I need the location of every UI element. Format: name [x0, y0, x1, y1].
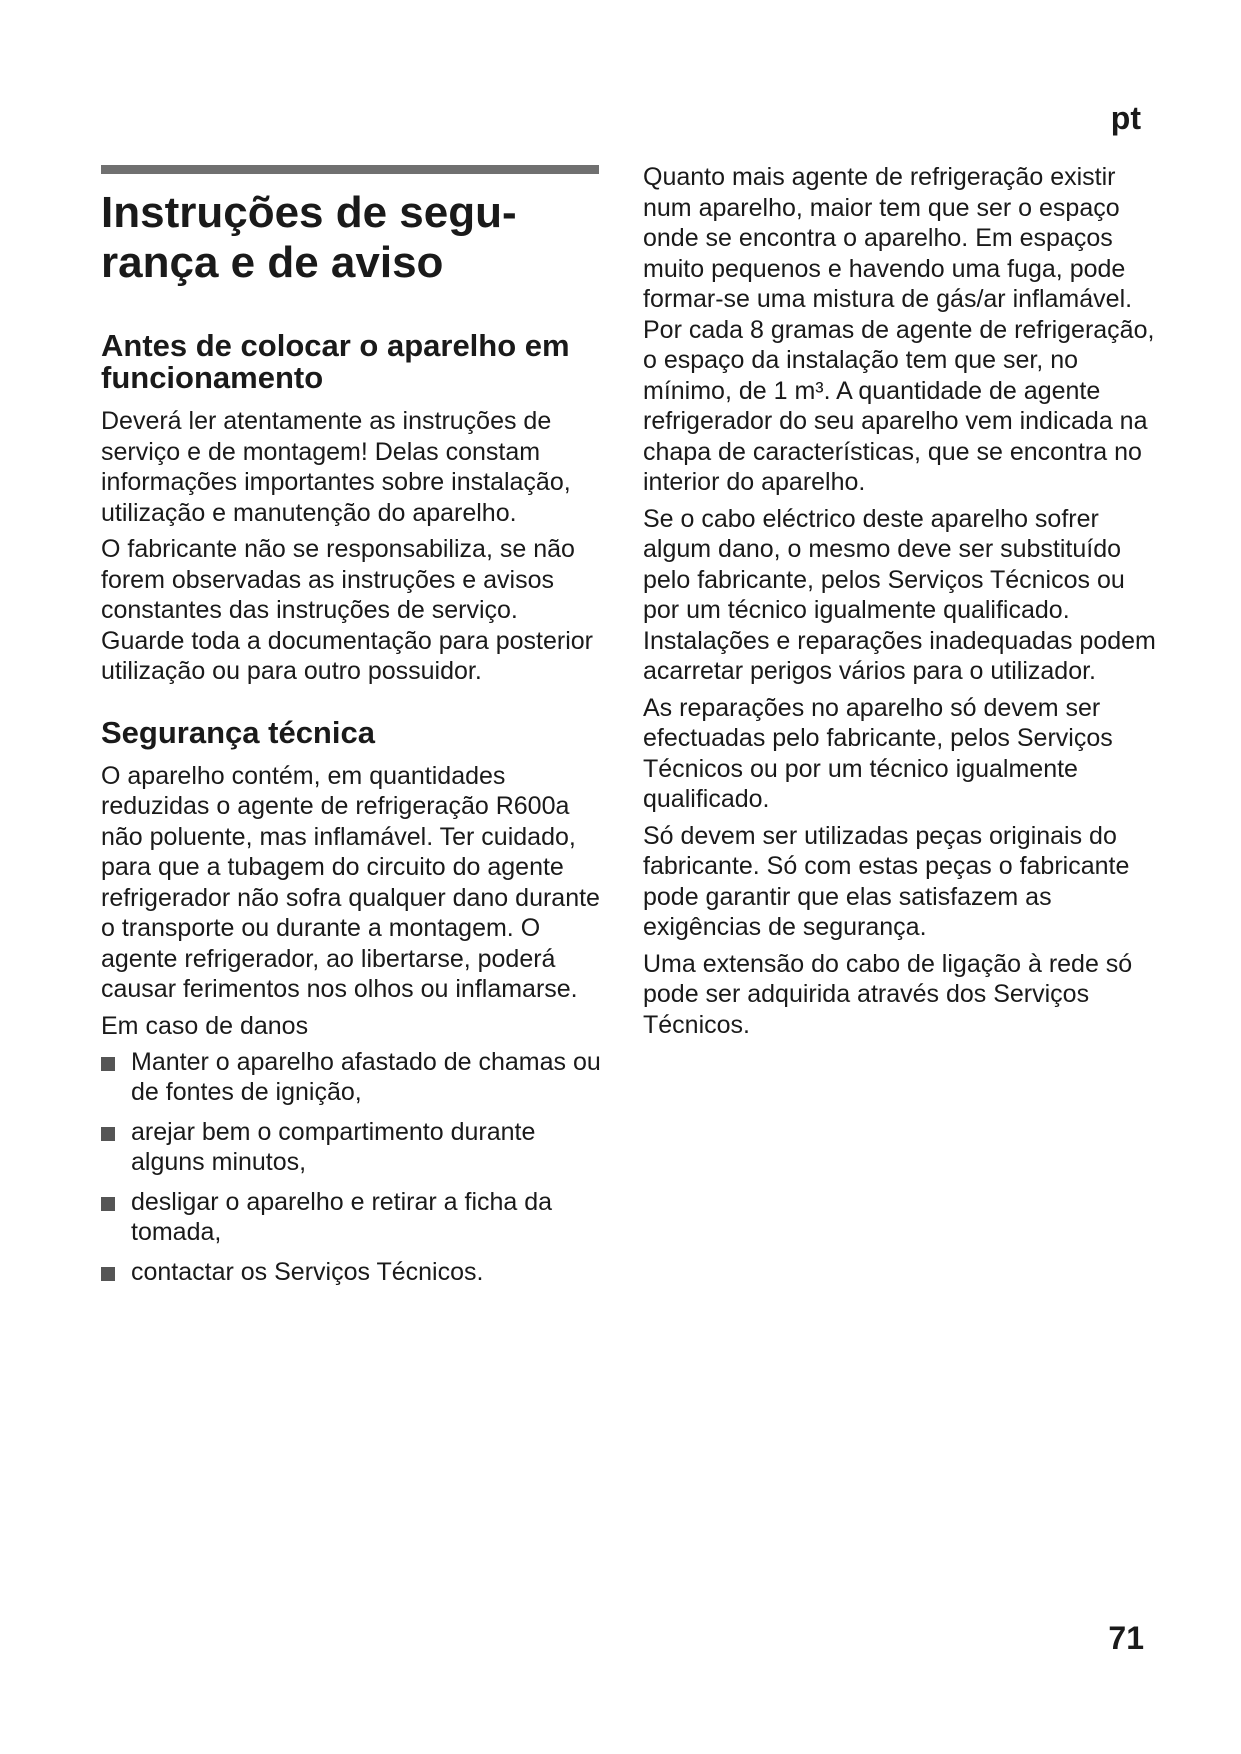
list-intro: Em caso de danos — [101, 1011, 309, 1040]
section-rule — [101, 165, 599, 174]
list-item-text: desligar o aparelho e retirar a ficha da tomada, — [131, 1188, 553, 1246]
damage-steps-list — [101, 1047, 601, 1287]
paragraph: Só devem ser utilizadas peças originais do fabricante. Só com estas peças o fabricante pode garantir que elas satisfazem as exigências de segurança. — [643, 821, 1130, 941]
list-item — [101, 1187, 601, 1247]
left-column — [101, 165, 601, 1297]
list-item-text: Manter o aparelho afastado de chamas ou de fontes de ignição, — [131, 1048, 601, 1106]
square-bullet-icon — [101, 1267, 115, 1281]
section-heading-before-use: Antes de colocar o aparelho em funcionamento — [101, 328, 570, 395]
list-item — [101, 1117, 601, 1177]
list-item — [101, 1047, 601, 1107]
language-code: pt — [1110, 100, 1141, 136]
paragraph: O fabricante não se responsabiliza, se não forem observadas as instruções e avisos constantes das instruções de serviço. Guarde toda a documentação para posterior utilização ou para outro possuidor. — [101, 535, 593, 685]
section-heading-technical-safety: Segurança técnica — [101, 714, 375, 750]
paragraph: Quanto mais agente de refrigeração existir num aparelho, maior tem que ser o espaço onde se encontra o aparelho. Em espaços muito pequenos e havendo uma fuga, pode formar-se uma mistura de gás/ar inflamável. Por cada 8 gramas de agente de refrigeração, o espaço da instalação tem que ser, no mínimo, de 1 m³. A quantidade de agente refrigerador do seu aparelho vem indicada na chapa de características, que se encontra no interior do aparelho. — [643, 163, 1155, 496]
square-bullet-icon — [101, 1197, 115, 1211]
paragraph: O aparelho contém, em quantidades reduzidas o agente de refrigeração R600a não poluente, mas inflamável. Ter cuidado, para que a tubagem do circuito do agente refrigerador não sofra qualquer dano durante o transporte ou durante a montagem. O agente refrigerador, ao libertarse, poderá causar ferimentos nos olhos ou inflamarse. — [101, 761, 600, 1003]
right-column — [643, 162, 1163, 1046]
list-item-text: contactar os Serviços Técnicos. — [131, 1258, 484, 1286]
square-bullet-icon — [101, 1057, 115, 1071]
paragraph: Uma extensão do cabo de ligação à rede só pode ser adquirida através dos Serviços Técnicos. — [643, 949, 1133, 1039]
square-bullet-icon — [101, 1127, 115, 1141]
page-title: Instruções de segu-rança e de aviso — [101, 188, 517, 287]
list-item-text: arejar bem o compartimento durante alguns minutos, — [131, 1118, 536, 1176]
paragraph: Se o cabo eléctrico deste aparelho sofrer algum dano, o mesmo deve ser substituído pelo fabricante, pelos Serviços Técnicos ou por um técnico igualmente qualificado. Instalações e reparações inadequadas podem acarretar perigos vários para o utilizador. — [643, 504, 1156, 685]
page-number: 71 — [1108, 1620, 1144, 1656]
paragraph: Deverá ler atentamente as instruções de serviço e de montagem! Delas constam informações importantes sobre instalação, utilização e manutenção do aparelho. — [101, 407, 571, 527]
list-item — [101, 1257, 601, 1287]
paragraph: As reparações no aparelho só devem ser efectuadas pelo fabricante, pelos Serviços Técnicos ou por um técnico igualmente qualificado. — [643, 693, 1113, 813]
